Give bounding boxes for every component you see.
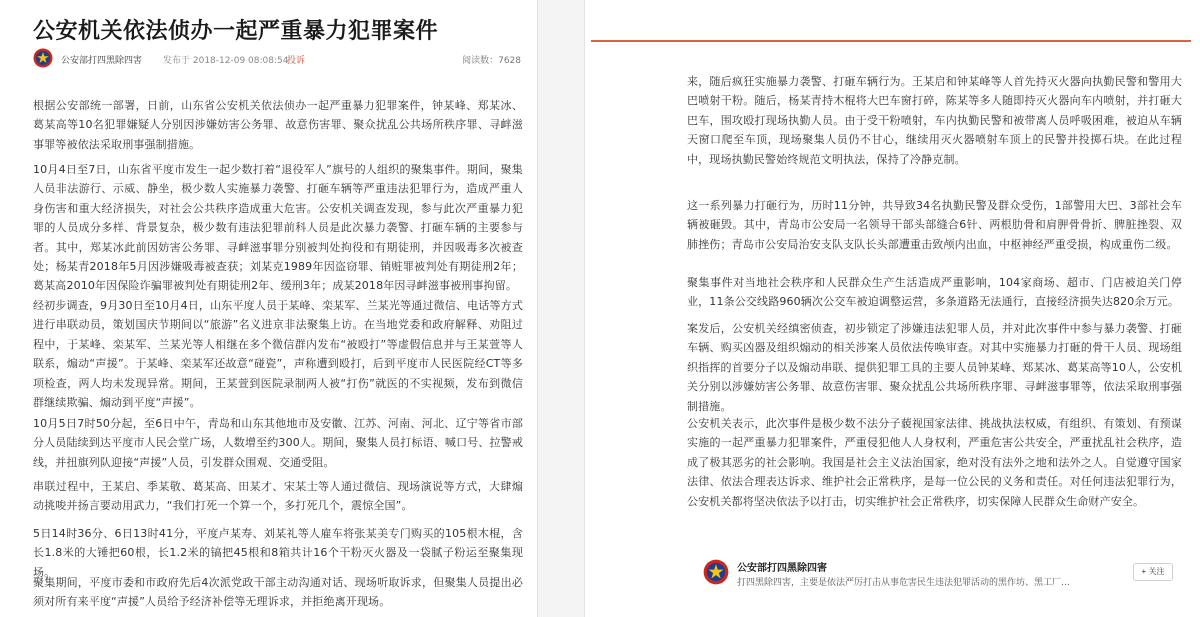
article-title: 公安机关依法侦办一起严重暴力犯罪案件 — [33, 19, 439, 44]
account-description: 打四黑除四害，主要是依法严厉打击从事危害民生违法犯罪活动的黑作坊、黑工厂… — [737, 578, 1071, 588]
left-article-panel — [0, 0, 538, 617]
follow-button[interactable]: + 关注 — [1133, 563, 1173, 581]
paragraph: 来，随后疯狂实施暴力袭警、打砸车辆行为。王某启和钟某峰等人首先持灭火器向执勤民警和警用大巴喷射干粉。随后，杨某青持木棍将大巴车窗打碎，陈某等多人随即持灭火器向车内喷射，并打砸大巴车，围攻殴打现场执勤人员。由于受干粉喷射，车内执勤民警和被带离人员呼吸困难，被迫从车辆天窗口爬至车顶，现场聚集人员仍不甘心，继续用灭火器喷射车顶上的民警并投掷石块。在此过程中，现场执勤民警始终规范文明执法，保持了冷静克制。 — [687, 75, 1182, 166]
paragraph: 串联过程中，王某启、季某敬、葛某高、田某才、宋某士等人通过微信、现场演说等方式，大肆煽动挑唆并扬言要动用武力，“我们打死一个算一个，多打死几个，震惊全国”。 — [33, 480, 523, 513]
read-count: 阅读数：7628 — [462, 56, 521, 66]
paragraph: 5日14时36分、6日13时41分，平度卢某寿、刘某礼等人雇车将张某美专门购买的105根木棍，含长1.8米的大锤把60根，长1.2米的镐把45根和8箱共计16个干粉灭火器及一袋腻子粉运至聚集现场。 — [33, 527, 523, 579]
accent-divider — [591, 40, 1191, 42]
paragraph: 聚集期间，平度市委和市政府先后4次派党政干部主动沟通对话、现场听取诉求，但聚集人员提出必须对所有来平度“声援”人员给予经济补偿等无理诉求，并拒绝离开现场。 — [33, 576, 523, 609]
police-badge-icon[interactable] — [703, 559, 729, 585]
article-meta — [33, 48, 521, 70]
paragraph: 经初步调查，9月30日至10月4日，山东平度人员于某峰、栾某军、兰某光等通过微信、电话等方式进行串联动员，策划国庆节期间以“旅游”名义进京非法聚集上访。在当地党委和政府解释、劝阻过程中，于某峰、栾某军、兰某光等人相继在多个微信群内发布“被殴打”等虚假信息并与王某萱等人联系，煽动“声援”。于某峰、栾某军还故意“碰瓷”，声称遭到殴打，后到平度市人民医院经CT等多项检查，两人均未发现异常。期间，王某萱到医院录制两人被“打伤”就医的不实视频，发布到微信群继续欺骗、煽动到平度“声援”。 — [33, 299, 523, 410]
account-name[interactable]: 公安部打四黑除四害 — [737, 563, 827, 574]
publish-time: 发布于 2018-12-09 08:08:54 — [163, 56, 289, 66]
paragraph: 10月4日至7日，山东省平度市发生一起少数打着“退役军人”旗号的人组织的聚集事件。期间，聚集人员非法游行、示威、静坐，极少数人实施暴力袭警、打砸车辆等严重违法犯罪行为，造成严重人身伤害和重大经济损失，对社会公共秩序造成重大危害。公安机关调查发现，参与此次严重暴力犯罪的人员成分多样、背景复杂，极少数有违法犯罪前科人员是此次暴力袭警、打砸车辆的主要参与者。其中，郑某冰此前因妨害公务罪、寻衅滋事罪分别被判处拘役和有期徒刑，并因吸毒多次被查处；杨某青2018年5月因涉嫌吸毒被查获；刘某克1989年因盗窃罪、销赃罪被判处有期徒刑2年；葛某高2010年因保险诈骗罪被判处有期徒刑2年、缓刑3年；成某2018年因寻衅滋事被刑事拘留。 — [33, 163, 523, 293]
complaint-link[interactable]: 投诉 — [287, 56, 306, 66]
paragraph: 公安机关表示，此次事件是极少数不法分子藐视国家法律、挑战执法权威，有组织、有策划、有预谋实施的一起严重暴力犯罪案件，严重侵犯他人人身权利，严重危害公共安全，严重扰乱社会秩序，造成了极其恶劣的社会影响。我国是社会主义法治国家，绝对没有法外之地和法外之人。自觉遵守国家法律、依法合理表达诉求、维护社会正常秩序，是每一位公民的义务和责任。对任何违法犯罪行为，公安机关都将坚决依法予以打击，切实维护社会正常秩序，切实保障人民群众生命财产安全。 — [687, 417, 1182, 508]
police-badge-icon[interactable] — [33, 48, 53, 68]
right-article-panel — [584, 0, 1200, 617]
paragraph: 10月5日7时50分起，至6日中午，青岛和山东其他地市及安徽、江苏、河南、河北、辽宁等省市部分人员陆续到达平度市人民会堂广场，人数增至约300人。期间，聚集人员打标语、喊口号、拉警戒线，并扭旗列队迎接“声援”人员，引发群众围观、交通受阻。 — [33, 417, 523, 469]
paragraph: 聚集事件对当地社会秩序和人民群众生产生活造成严重影响，104家商场、超市、门店被迫关门停业，11条公交线路960辆次公交车被迫调整运营，多条道路无法通行，直接经济损失达820余万元。 — [687, 276, 1182, 309]
paragraph: 根据公安部统一部署，日前，山东省公安机关依法侦办一起严重暴力犯罪案件，钟某峰、郑某冰、葛某高等10名犯罪嫌疑人分别因涉嫌妨害公务罪、故意伤害罪、聚众扰乱公共场所秩序罪、寻衅滋事罪等被依法采取刑事强制措施。 — [33, 99, 523, 151]
author-name[interactable]: 公安部打四黑除四害 — [61, 56, 143, 66]
paragraph: 案发后，公安机关经缜密侦查，初步锁定了涉嫌违法犯罪人员，并对此次事件中参与暴力袭警、打砸车辆、购买凶器及组织煽动的相关涉案人员依法传唤审查。对其中实施暴力打砸的骨干人员、现场组织指挥的首要分子以及煽动串联、提供犯罪工具的主要人员钟某峰、郑某冰、葛某高等10人，公安机关分别以涉嫌妨害公务罪、故意伤害罪、聚众扰乱公共场所秩序罪、寻衅滋事罪等，依法采取刑事强制措施。 — [687, 322, 1182, 413]
paragraph: 这一系列暴力打砸行为，历时11分钟，共导致34名执勤民警及群众受伤，1部警用大巴、3部社会车辆被砸毁。其中，青岛市公安局一名领导干部头部缝合6针、两根肋骨和肩胛骨骨折、脾脏挫裂、双肺挫伤；青岛市公安局治安支队支队长头部遭重击致颅内出血，中枢神经严重受损，构成重伤二级。 — [687, 199, 1182, 251]
account-card — [703, 555, 1173, 595]
